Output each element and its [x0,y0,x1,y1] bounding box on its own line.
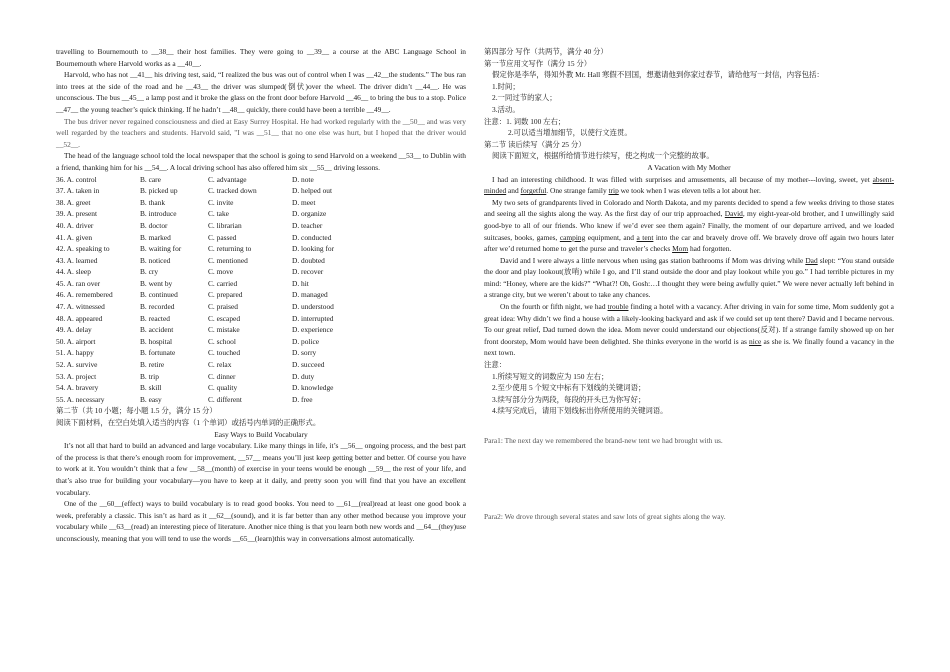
story-paragraph: David and I were always a little nervous when using gas station bathrooms if Mom was driving while Dad slept: “You stand outside the door and play lookout(放哨) while I go, and I’ll stand outside the door and play lookout while you go.” I had terrible pictures in my mind: “Honey, where are the kids?” “What?! Oh, Gosh:…I thought they were being awfully quiet.” We were never actually left behind in a strange city, but we weren’t about to take any chances. [484,255,894,300]
option-c: C. tracked down [208,186,257,196]
option-d: D. note [292,174,314,184]
option-b: B. continued [140,290,178,300]
option-row [56,394,466,406]
notes2-item: 1.所续写短文的词数应为 150 左右； [492,371,609,381]
option-d: D. doubted [292,255,325,265]
option-c: C. school [208,336,236,346]
option-b: B. retire [140,360,165,370]
option-row [56,336,466,348]
grammar-passage-paragraph: One of the __60__(effect) ways to build vocabulary is to read good books. You need to __61__(real)read at least one good book a week, preferably a classic. This isn’t as hard as it __62__(sound), and it is far better than any other method because you improve your vocabulary while __63__(read) an interesting piece of literature. Another nice thing is that you learn both new words and __64__(they)use unconsciously, meaning that you will tend to use the words __65__(learn)this way in conversations almost automatically. [56,499,466,543]
section2-instruction: 阅读下面材料，在空白处填入适当的内容（1 个单词）或括号内单词的正确形式。 [56,418,321,427]
option-c: C. praised [208,302,238,312]
option-c: C. passed [208,232,237,242]
keyword-underlined: Dad [805,255,818,265]
option-c: C. mistake [208,325,240,335]
grammar-passage-paragraph: It’s not all that hard to build an advanced and large vocabulary. Like many things in life, it’s __56__ ongoing process, and the best part of the process is that there’s enough room for improvement, __57__ means you’ll just keep getting better and better. Of course you have to work at it. You wouldn’t think that a few __58__(month) of exercise in your teens would be enough __59__ the rest of your life, and that’s also true for building your vocabulary—you have to keep at it daily, and pretty soon you will find that you have an excellent vocabulary. [56,441,466,497]
option-d: D. teacher [292,220,323,230]
option-c: C. returning to [208,244,252,254]
option-b: B. care [140,174,161,184]
task-point: 1.时间； [492,81,520,91]
option-a: 42. A. speaking to [56,244,110,254]
part4-header: 第四部分 写作（共两节，满分 40 分） [484,47,608,56]
keyword-underlined: forgetful [520,186,547,196]
option-a: 49. A. delay [56,325,92,335]
option-b: B. fortunate [140,348,176,358]
notes2-list [484,371,894,417]
option-row [56,371,466,383]
option-row [56,220,466,232]
story-paragraph: I had an interesting childhood. It was filled with surprises and amusements, all because of my mother---loving, sweet, yet absent-minded and forgetful. One strange family trip we took when I was eleven tells a lot about her. [484,174,894,196]
notes-item: 2.可以适当增加细节，以使行文连贯。 [508,128,632,138]
option-a: 40. A. driver [56,220,94,230]
option-a: 46. A. remembered [56,290,113,300]
option-c: C. different [208,394,242,404]
option-c: C. relax [208,360,232,370]
option-a: 39. A. present [56,209,98,219]
option-c: C. mentioned [208,255,248,265]
option-b: B. noticed [140,255,171,265]
keyword-underlined: nice [749,336,762,346]
option-b: B. reacted [140,313,170,323]
option-row [56,359,466,371]
option-b: B. went by [140,278,173,288]
option-row [56,382,466,394]
continuation-para1-prompt: Para1: The next day we remembered the brand-new tent we had brought with us. [484,436,723,445]
option-d: D. free [292,394,313,404]
part4-section1-header: 第一节应用文写作（满分 15 分） [484,58,592,68]
option-c: C. touched [208,348,241,358]
option-a: 55. A. necessary [56,394,105,404]
option-b: B. picked up [140,186,178,196]
option-a: 43. A. learned [56,255,98,265]
cloze-passage-paragraph: The head of the language school told the local newspaper that the school is going to send Harvold on a weekend __53__ to Dublin with a friend, thanking him for his __54__. A local driving school has also offered him six __55__ driving lessons. [56,151,466,172]
option-d: D. knowledge [292,383,334,393]
option-b: B. easy [140,394,162,404]
notes2-item: 4.续写完成后，请用下划线标出你所使用的关键词语。 [492,406,668,416]
section2-title: Easy Ways to Build Vocabulary [214,429,308,439]
option-a: 50. A. airport [56,336,96,346]
option-d: D. succeed [292,360,325,370]
option-row [56,174,466,186]
story-title: A Vacation with My Mother [647,162,731,172]
task-intro: 假定你是李华，得知外教 Mr. Hall 寒假不回国，想邀请他到你家过春节，请给他写一封信，内容包括： [492,70,824,80]
keyword-underlined: trouble [607,302,629,312]
story-paragraph: My two sets of grandparents lived in Colorado and North Dakota, and my parents decided to spend a few weeks driving to those states and seeing all the sights along the way. As the first day of our trip approached, David, my eight-year-old brother, and I unwillingly said good-bye to all of our friends. Who knew if we’d ever see them again? Finally, the moment of our departure arrived, and we loaded suitcases, books, games, camping equipment, and a tent into the car and bravely drove off. We bravely drove off again two hours later after we’d returned home to get the purse and traveler’s checks Mom had forgotten. [484,197,894,254]
story-paragraph: On the fourth or fifth night, we had trouble finding a hotel with a vacancy. After driving in vain for some time, Mom suddenly got a great idea: Why didn’t we find a house with a likely-looking backyard and ask if we could set up tent there? David and I became nervous. To our great relief, Dad turned down the idea. Mom never could understand our objections(反对). If a strange family showed up on her front doorstep, Mom would have been delighted. She thinks everyone in the world is as nice as she is. We finally found a vacancy in the next town. [484,302,894,358]
option-a: 53. A. project [56,371,97,381]
option-row [56,255,466,267]
option-c: C. move [208,267,234,277]
option-d: D. helped out [292,186,333,196]
keyword-underlined: camping [559,232,586,242]
keyword-underlined: a tent [636,232,654,242]
option-b: B. introduce [140,209,177,219]
option-b: B. thank [140,197,166,207]
option-d: D. interrupted [292,313,334,323]
option-c: C. quality [208,383,238,393]
option-d: D. understood [292,302,334,312]
keyword-underlined: David [724,209,743,219]
option-row [56,324,466,336]
option-b: B. skill [140,383,162,393]
notes2-header: 注意： [484,360,507,370]
option-row [56,208,466,220]
option-a: 37. A. taken in [56,186,100,196]
notes2-item: 3.续写部分分为两段，每段的开头已为你写好； [492,394,646,404]
section2-header: 第二节（共 10 小题；每小题 1.5 分，满分 15 分） [56,406,217,416]
continuation-para2-prompt: Para2: We drove through several states and saw lots of great sights along the way. [484,511,726,521]
keyword-underlined: absent-minded [484,174,894,196]
option-c: C. take [208,209,229,219]
option-d: D. sorry [292,348,317,358]
option-b: B. trip [140,371,159,381]
option-row [56,347,466,359]
option-row [56,278,466,290]
option-a: 38. A. greet [56,197,91,207]
option-d: D. experience [292,325,334,335]
option-c: C. advantage [208,174,247,184]
option-a: 52. A. survive [56,360,98,370]
option-a: 51. A. happy [56,348,94,358]
option-row [56,243,466,255]
option-row [56,232,466,244]
cloze-passage-continuation: travelling to Bournemouth to __38__ their host families. They were going to __39__ a course at the ABC Language School in Bournemouth where Harvold works as a __40__. [56,47,466,68]
option-d: D. hit [292,278,309,288]
option-a: 36. A. control [56,174,97,184]
option-c: C. dinner [208,371,236,381]
option-c: C. prepared [208,290,243,300]
option-d: D. managed [292,290,328,300]
right-column [484,46,894,522]
task-point: 2.一同过节的家人； [492,93,557,103]
option-row [56,266,466,278]
keyword-underlined: Mom [672,244,689,254]
option-b: B. marked [140,232,171,242]
option-c: C. invite [208,197,234,207]
option-d: D. police [292,336,320,346]
option-a: 45. A. ran over [56,278,101,288]
option-d: D. looking for [292,244,335,254]
cloze-passage-paragraph: The bus driver never regained consciousness and died at Easy Surrey Hospital. He had worked regularly with the __50__ and was very well regarded by the teachers and students. Harvold said, "I was __51__ that no one else was hurt, but I hoped that the driver would __52__. [56,116,466,149]
option-b: B. cry [140,267,159,277]
option-a: 47. A. witnessed [56,302,105,312]
left-column [56,46,466,545]
option-row [56,301,466,313]
option-b: B. doctor [140,220,168,230]
option-row [56,289,466,301]
option-d: D. duty [292,371,315,381]
option-d: D. conducted [292,232,332,242]
option-d: D. recover [292,267,324,277]
notes2-item: 2.至少使用 5 个短文中标有下划线的关键词语； [492,383,646,393]
option-a: 41. A. given [56,232,93,242]
option-a: 44. A. sleep [56,267,91,277]
cloze-passage-paragraph: Harvold, who has not __41__ his driving test, said, “I realized the bus was out of control when I was __42__the students.” The bus ran into trees at the side of the road and he __43__ the driver was slumped(倒伏)over the wheel. The driver didn’t __44__. He was unconscious. The bus __45__ a lamp post and it broke the glass on the front door before Harvold __46__ to bring the bus to a stop. Police __47__ the young teacher’s quick thinking. If he hadn’t __48__ quickly, there could have been a terrible __49__. [56,70,466,114]
notes-header: 注意：1. 词数 100 左右； [484,116,566,126]
task-point: 3.活动。 [492,104,520,114]
option-row [56,197,466,209]
option-c: C. escaped [208,313,241,323]
option-d: D. meet [292,197,316,207]
part4-section2-header: 第二节 读后续写（满分 25 分） [484,139,586,149]
option-b: B. recorded [140,302,175,312]
keyword-underlined: trip [608,186,619,196]
option-b: B. waiting for [140,244,182,254]
option-a: 54. A. bravery [56,383,99,393]
cloze-options-list [56,174,466,406]
section2-instruction: 阅读下面短文，根据所给情节进行续写，使之构成一个完整的故事。 [492,151,714,161]
option-b: B. accident [140,325,174,335]
option-c: C. librarian [208,220,242,230]
option-row [56,185,466,197]
option-b: B. hospital [140,336,173,346]
option-a: 48. A. appeared [56,313,103,323]
option-c: C. carried [208,278,238,288]
option-d: D. organize [292,209,327,219]
option-row [56,313,466,325]
